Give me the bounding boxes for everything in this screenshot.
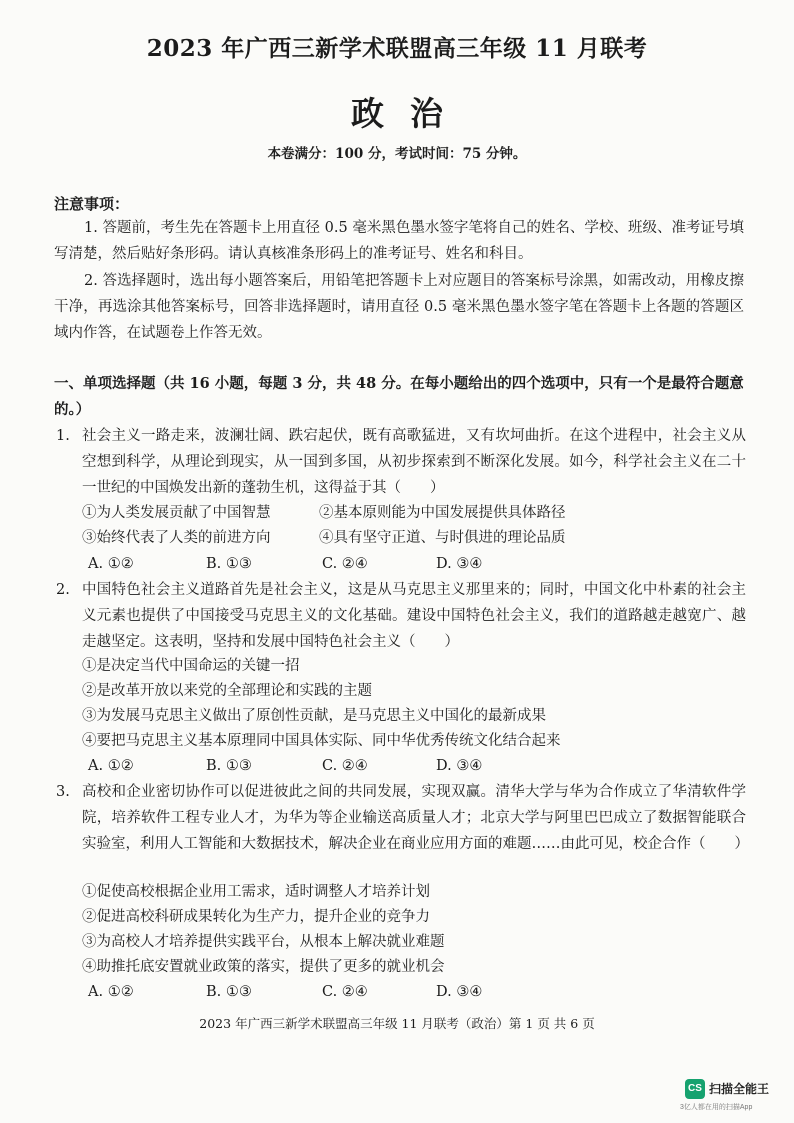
question-1	[56, 423, 746, 501]
scanner-app-name: 扫描全能王	[709, 1082, 770, 1096]
choice-c: C. ②④	[322, 556, 368, 572]
statement: ①是决定当代中国命运的关键一招	[82, 658, 300, 674]
question-stem: 高校和企业密切协作可以促进彼此之间的共同发展，实现双赢。清华大学与华为合作成立了华清软件学院，培养软件工程专业人才，为华为等企业输送高质量人才；北京大学与阿里巴巴成立了数据智能联合实验室，利用人工智能和大数据技术，解决企业在商业应用方面的难题……由此可见，校企合作（ ）	[82, 784, 749, 852]
question-stem: 社会主义一路走来，波澜壮阔、跌宕起伏，既有高歌猛进，又有坎坷曲折。在这个进程中，社会主义从空想到科学，从理论到现实，从一国到多国，从初步探索到不断深化发展。如今，科学社会主义在二十一世纪的中国焕发出新的蓬勃生机，这得益于其（ ）	[82, 428, 746, 496]
choice-d: D. ③④	[436, 758, 483, 774]
choice-c: C. ②④	[322, 758, 368, 774]
note-item: 2. 答选择题时，选出每小题答案后，用铅笔把答题卡上对应题目的答案标号涂黑，如需改动，用橡皮擦干净，再选涂其他答案标号，回答非选择题时，请用直径 0.5 毫米黑色墨水签字笔在答题卡上各题的答题区域内作答，在试题卷上作答无效。	[54, 273, 744, 341]
choice-a: A. ①②	[88, 556, 134, 572]
question-3	[56, 779, 749, 857]
statement: ①为人类发展贡献了中国智慧	[82, 505, 271, 521]
question-number: 2.	[56, 582, 70, 598]
camscanner-logo-icon: CS	[685, 1079, 705, 1099]
question-number: 3.	[56, 784, 70, 800]
statement: ④要把马克思主义基本原理同中国具体实际、同中华优秀传统文化结合起来	[82, 733, 561, 749]
question-2	[56, 577, 746, 655]
statement: ③为高校人才培养提供实践平台，从根本上解决就业难题	[82, 934, 445, 950]
statement: ②基本原则能为中国发展提供具体路径	[319, 505, 566, 521]
exam-title: 2023 年广西三新学术联盟高三年级 11 月联考	[146, 35, 648, 62]
statement: ②促进高校科研成果转化为生产力，提升企业的竞争力	[82, 909, 430, 925]
choice-b: B. ①③	[206, 758, 252, 774]
statement: ④助推托底安置就业政策的落实，提供了更多的就业机会	[82, 959, 445, 975]
page-footer: 2023 年广西三新学术联盟高三年级 11 月联考（政治）第 1 页 共 6 页	[199, 1016, 595, 1031]
choice-b: B. ①③	[206, 984, 252, 1000]
question-stem: 中国特色社会主义道路首先是社会主义，这是从马克思主义那里来的；同时，中国文化中朴素的社会主义元素也提供了中国接受马克思主义的文化基础。建设中国特色社会主义，我们的道路越走越宽广、越走越坚定。这表明，坚持和发展中国特色社会主义（ ）	[82, 582, 746, 650]
statement: ③始终代表了人类的前进方向	[82, 530, 271, 546]
question-number: 1.	[56, 428, 70, 444]
exam-info: 本卷满分：100 分，考试时间：75 分钟。	[267, 146, 527, 162]
scanner-tagline: 3亿人都在用的扫描App	[680, 1104, 753, 1111]
statement: ④具有坚守正道、与时俱进的理论品质	[319, 530, 566, 546]
choice-a: A. ①②	[88, 758, 134, 774]
subject-title: 政治	[351, 94, 469, 133]
statement: ③为发展马克思主义做出了原创性贡献，是马克思主义中国化的最新成果	[82, 708, 546, 724]
choice-d: D. ③④	[436, 556, 483, 572]
section-heading: 一、单项选择题（共 16 小题，每题 3 分，共 48 分。在每小题给出的四个选项中，只有一个是最符合题意的。）	[54, 375, 744, 418]
choice-c: C. ②④	[322, 984, 368, 1000]
statement: ②是改革开放以来党的全部理论和实践的主题	[82, 683, 372, 699]
choice-a: A. ①②	[88, 984, 134, 1000]
notes-heading: 注意事项：	[54, 195, 130, 213]
choice-b: B. ①③	[206, 556, 252, 572]
choice-d: D. ③④	[436, 984, 483, 1000]
note-item: 1. 答题前，考生先在答题卡上用直径 0.5 毫米黑色墨水签字笔将自己的姓名、学校、班级、准考证号填写清楚，然后贴好条形码。请认真核准条形码上的准考证号、姓名和科目。	[54, 220, 744, 262]
statement: ①促使高校根据企业用工需求，适时调整人才培养计划	[82, 884, 430, 900]
